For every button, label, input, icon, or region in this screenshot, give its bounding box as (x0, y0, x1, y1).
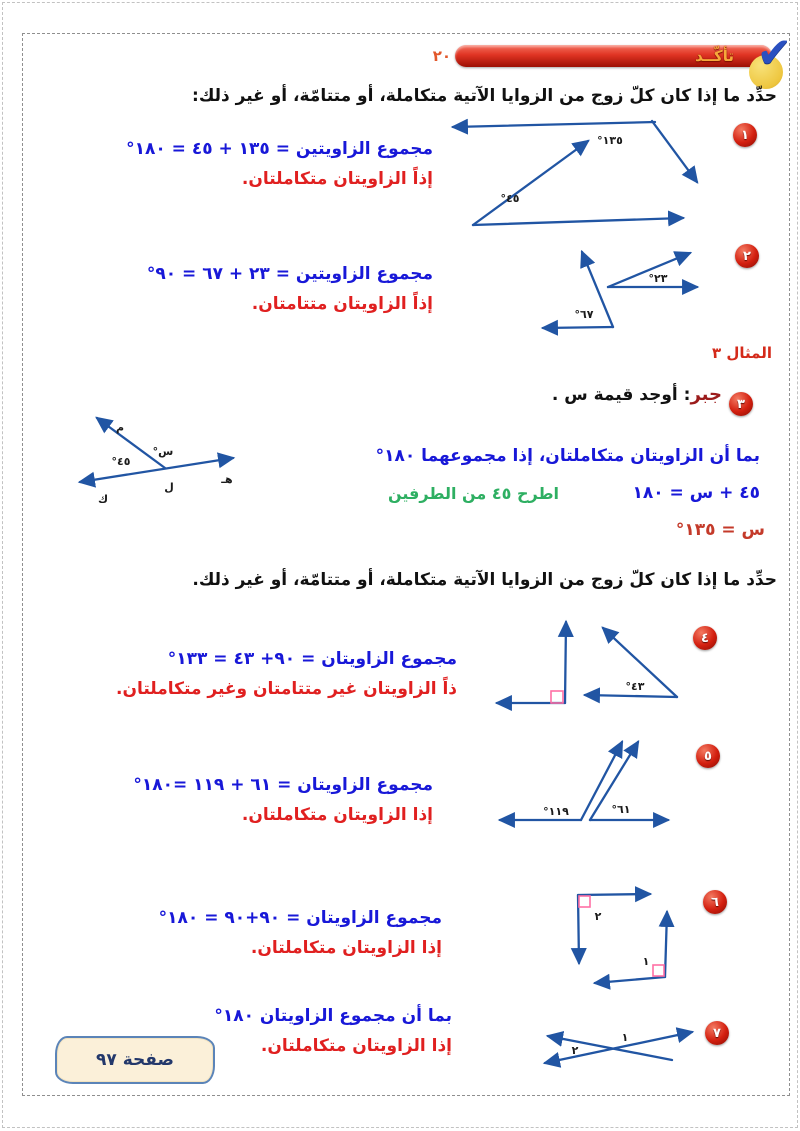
right-angle-marker (551, 691, 563, 703)
problem-3-prompt: : أوجد قيمة س . (551, 385, 691, 405)
problem-6-badge: ٦ (703, 890, 727, 914)
check-icon: ✔ (756, 28, 792, 77)
problem-6-figure (478, 878, 713, 1008)
angle-label: ١٣٥° (597, 134, 623, 147)
answer-sum-line: مجموع الزاويتان = ٦١ + ١١٩ =١٨٠° (133, 775, 433, 795)
angle-rays (497, 622, 677, 703)
problem-1-badge: ١ (733, 123, 757, 147)
answer-conclusion-line: ذاً الزاويتان غير متتامتان وغير متكاملتان. (116, 679, 457, 700)
problem-1-answer (126, 134, 433, 195)
angle-label: ٦٧° (574, 308, 594, 321)
section-banner (455, 45, 772, 67)
problem-4-answer (116, 644, 457, 705)
answer-sum-line: مجموع الزاويتان = ٩٠+٩٠ = ١٨٠° (158, 908, 442, 928)
answer-conclusion-line: إذا الزاويتان متكاملتان. (260, 1036, 452, 1057)
answer-sum-line: مجموع الزاويتين = ١٣٥ + ٤٥ = ١٨٠° (126, 139, 433, 159)
page-number-label: صفحة ٩٧ (96, 1050, 174, 1070)
angle-label: ٦١° (611, 803, 631, 816)
problem-5-answer (133, 770, 433, 831)
section-banner-title: تأكّــد (695, 47, 734, 65)
answer-conclusion-line: إذا الزاويتان متكاملتان. (241, 805, 433, 826)
angle-rays (453, 121, 697, 225)
problem-2-figure (425, 238, 720, 343)
angle-label: ١ (621, 1031, 629, 1044)
problem-7-figure (438, 1013, 713, 1085)
answer-conclusion-line: إذاً الزاويتان متكاملتان. (241, 169, 433, 190)
instruction-second: حدِّد ما إذا كان كلّ زوج من الزوايا الآتية متكاملة، أو متتامّة، أو غير ذلك. (192, 570, 777, 590)
problem-1-figure (425, 103, 720, 238)
angle-label: ٤٥° (111, 455, 131, 468)
exercise-number: ٢٠ (432, 47, 451, 65)
problem-3-given-line: بما أن الزاويتان متكاملتان، إذا مجموعهما ١٨٠° (375, 446, 760, 466)
problem-7-answer (214, 1001, 452, 1062)
angle-label: ٤٣° (625, 680, 645, 693)
problem-5-figure (438, 733, 713, 838)
problem-6-answer (159, 903, 442, 964)
answer-sum-line: مجموع الزاويتان = ٩٠+ ٤٣ = ١٣٣° (167, 649, 457, 669)
problem-3-result: س = ١٣٥° (675, 520, 765, 540)
problem-4-figure (478, 613, 723, 718)
answer-sum-line: مجموع الزاويتين = ٢٣ + ٦٧ = ٩٠° (146, 264, 433, 284)
point-label: ك (97, 493, 109, 506)
angle-rays (545, 1032, 692, 1063)
angle-label: ١١٩° (543, 805, 569, 818)
page-number-box (55, 1036, 215, 1084)
instruction-first: حدِّد ما إذا كان كلّ زوج من الزوايا الآتية متكاملة، أو متتامّة، أو غير ذلك: (192, 86, 777, 106)
algebra-keyword: جبر (690, 384, 722, 405)
angle-label: ٢ (594, 910, 602, 923)
problem-3-figure (35, 403, 320, 513)
point-label: م (115, 421, 125, 434)
problem-2-answer (147, 259, 433, 320)
problem-3-equation: ٤٥ + س = ١٨٠ (632, 483, 760, 503)
problem-4-badge: ٤ (693, 626, 717, 650)
answer-conclusion-line: إذا الزاويتان متكاملتان. (250, 938, 442, 959)
angle-label: ٤٥° (500, 192, 520, 205)
example-label: المثال ٣ (712, 344, 772, 362)
problem-7-badge: ٧ (705, 1021, 729, 1045)
answer-conclusion-line: إذاً الزاويتان متتامتان. (251, 294, 433, 315)
problem-2-badge: ٢ (735, 244, 759, 268)
problem-3-hint: اطرح ٤٥ من الطرفين (388, 484, 560, 503)
angle-label: س° (152, 445, 174, 458)
right-angle-marker (579, 896, 590, 907)
angle-label: ٢٣° (648, 272, 668, 285)
problem-3-title (552, 384, 722, 405)
angle-label: ٢ (571, 1044, 579, 1057)
right-angle-marker (653, 965, 664, 976)
problem-5-badge: ٥ (696, 744, 720, 768)
problem-3-badge: ٣ (729, 392, 753, 416)
angle-rays (500, 742, 668, 820)
point-label: ل (164, 481, 174, 494)
angle-rays (543, 252, 697, 328)
angle-label: ١ (642, 955, 650, 968)
answer-sum-line: بما أن مجموع الزاويتان ١٨٠° (214, 1006, 452, 1026)
point-label: هـ (221, 473, 233, 486)
